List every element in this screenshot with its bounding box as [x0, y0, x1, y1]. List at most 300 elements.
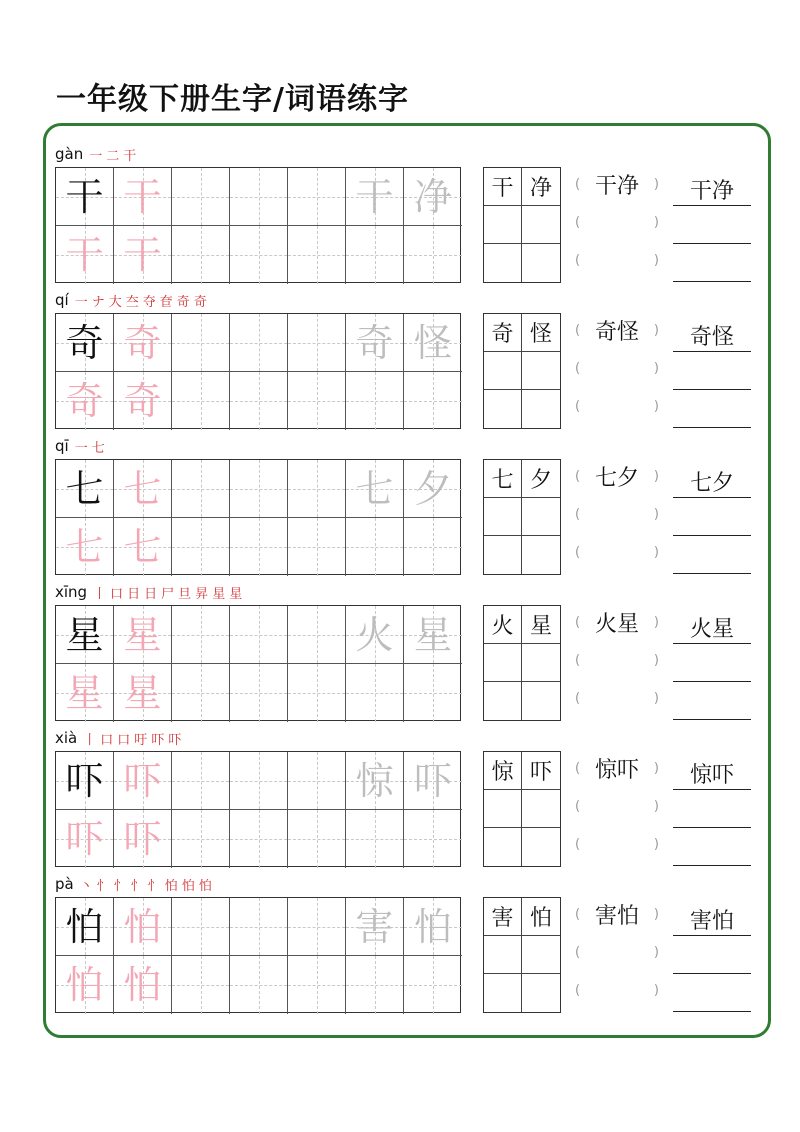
stroke-step: [75, 291, 88, 310]
writing-cell[interactable]: [346, 606, 404, 664]
paren-right: ): [653, 944, 659, 960]
writing-cell[interactable]: [288, 664, 346, 722]
writing-line[interactable]: [673, 981, 751, 1012]
writing-cell[interactable]: [404, 460, 462, 518]
writing-cell[interactable]: [172, 752, 230, 810]
writing-cell[interactable]: [230, 168, 288, 226]
word-cell[interactable]: 奇: [484, 314, 522, 352]
word-lines: [673, 167, 751, 283]
stroke-step: [80, 875, 93, 894]
word-cell[interactable]: 夕: [522, 460, 560, 498]
word-cell[interactable]: 星: [522, 606, 560, 644]
writing-cell[interactable]: [172, 956, 230, 1014]
writing-cell[interactable]: [404, 314, 462, 372]
writing-line[interactable]: [673, 359, 751, 390]
pinyin-stroke-line: [55, 873, 216, 895]
stroke-glyph: 一: [74, 440, 88, 456]
stroke-step: [89, 145, 102, 164]
paren-row[interactable]: [575, 791, 659, 821]
paren-left: (: [575, 614, 581, 630]
writing-cell[interactable]: [172, 314, 230, 372]
paren-left: (: [575, 252, 581, 268]
word-cell[interactable]: [522, 244, 560, 282]
paren-left: (: [575, 506, 581, 522]
writing-cell[interactable]: [56, 752, 114, 810]
paren-row[interactable]: [575, 315, 659, 345]
word-cell[interactable]: 净: [522, 168, 560, 206]
paren-row[interactable]: [575, 753, 659, 783]
word-cell[interactable]: 七: [484, 460, 522, 498]
writing-cell[interactable]: [56, 956, 114, 1014]
writing-cell[interactable]: [114, 518, 172, 576]
word-cell[interactable]: [484, 206, 522, 244]
stroke-glyph: 忄: [113, 878, 127, 894]
pinyin-stroke-line: [55, 289, 211, 311]
paren-row[interactable]: [575, 937, 659, 967]
word-cell[interactable]: [484, 244, 522, 282]
writing-cell[interactable]: [230, 606, 288, 664]
stroke-step: [110, 583, 123, 602]
word-cell[interactable]: [522, 682, 560, 720]
practice-char: 奇: [65, 320, 104, 365]
paren-row[interactable]: [575, 975, 659, 1005]
practice-char: 吓: [123, 817, 162, 861]
stroke-glyph: 奆: [159, 294, 173, 310]
writing-line[interactable]: 火星: [673, 613, 751, 644]
writing-cell[interactable]: [404, 606, 462, 664]
word-cell[interactable]: [484, 536, 522, 574]
practice-char: 净: [413, 174, 452, 219]
writing-cell[interactable]: [114, 460, 172, 518]
word-cell[interactable]: [522, 790, 560, 828]
writing-cell[interactable]: [230, 898, 288, 956]
writing-cell[interactable]: [288, 372, 346, 430]
writing-cell[interactable]: [230, 752, 288, 810]
writing-cell[interactable]: [56, 518, 114, 576]
writing-cell[interactable]: [346, 168, 404, 226]
writing-cell[interactable]: [288, 314, 346, 372]
paren-right: ): [653, 544, 659, 560]
stroke-glyph: 日: [127, 586, 141, 602]
practice-char: 怪: [413, 320, 452, 365]
stroke-step: [168, 729, 181, 748]
writing-line[interactable]: [673, 397, 751, 428]
writing-cell[interactable]: [230, 314, 288, 372]
practice-char: 干: [123, 174, 162, 219]
stroke-glyph: 丨: [93, 586, 107, 602]
word-grid: [483, 459, 561, 575]
stroke-step: [195, 583, 208, 602]
stroke-glyph: 怕: [181, 878, 195, 894]
paren-right: ): [653, 614, 659, 630]
paren-word-column: [575, 605, 659, 721]
word-cell[interactable]: [522, 644, 560, 682]
practice-char: 奇: [123, 379, 162, 423]
writing-cell[interactable]: [288, 518, 346, 576]
paren-word: 火星: [594, 611, 639, 637]
pinyin-stroke-line: [55, 581, 246, 603]
stroke-glyph: 吓: [168, 732, 182, 748]
stroke-step: [182, 875, 195, 894]
writing-line[interactable]: [673, 835, 751, 866]
writing-cell[interactable]: [404, 518, 462, 576]
paren-row[interactable]: [575, 499, 659, 529]
word-lines: [673, 897, 751, 1013]
stroke-step: [126, 291, 139, 310]
stroke-step: [161, 583, 174, 602]
paren-word: 奇怪: [594, 319, 639, 345]
stroke-glyph: 日: [144, 586, 158, 602]
word-grid: [483, 751, 561, 867]
practice-char: 怕: [123, 963, 162, 1007]
page-title: 一年级下册生字/词语练字: [56, 82, 409, 117]
paren-row[interactable]: [575, 461, 659, 491]
stroke-glyph: 吁: [134, 732, 148, 748]
stroke-glyph: 吓: [151, 732, 165, 748]
stroke-step: [92, 291, 105, 310]
paren-row[interactable]: [575, 607, 659, 637]
writing-cell[interactable]: [56, 226, 114, 284]
writing-cell[interactable]: [56, 168, 114, 226]
writing-cell[interactable]: [346, 956, 404, 1014]
writing-line[interactable]: 惊吓: [673, 759, 751, 790]
stroke-step: [131, 875, 144, 894]
stroke-step: [148, 875, 161, 894]
practice-char: 惊: [355, 758, 394, 803]
writing-cell[interactable]: [346, 810, 404, 868]
stroke-step: [165, 875, 178, 894]
stroke-glyph: 七: [91, 440, 105, 456]
word-cell[interactable]: [522, 536, 560, 574]
writing-cell[interactable]: [56, 314, 114, 372]
stroke-glyph: 口: [110, 586, 124, 602]
word-cell[interactable]: [522, 936, 560, 974]
writing-cell[interactable]: [56, 606, 114, 664]
stroke-glyph: 口: [117, 732, 131, 748]
writing-grid: [55, 897, 461, 1013]
practice-char: 星: [123, 671, 162, 715]
word-cell[interactable]: 火: [484, 606, 522, 644]
word-cell[interactable]: [522, 498, 560, 536]
word-grid: [483, 167, 561, 283]
stroke-glyph: 昇: [195, 586, 209, 602]
paren-row[interactable]: [575, 391, 659, 421]
writing-line[interactable]: [673, 505, 751, 536]
pinyin-label: qí: [55, 291, 69, 309]
writing-cell[interactable]: [114, 314, 172, 372]
word-grid: [483, 313, 561, 429]
pinyin-stroke-line: [55, 143, 140, 165]
writing-cell[interactable]: [288, 168, 346, 226]
pinyin-label: qī: [55, 437, 69, 455]
writing-cell[interactable]: [114, 664, 172, 722]
writing-line[interactable]: [673, 213, 751, 244]
stroke-order: [93, 583, 246, 602]
practice-char: 吓: [65, 758, 104, 803]
writing-cell[interactable]: [404, 664, 462, 722]
writing-cell[interactable]: [114, 168, 172, 226]
word-cell[interactable]: [484, 390, 522, 428]
word-cell[interactable]: 惊: [484, 752, 522, 790]
paren-left: (: [575, 982, 581, 998]
stroke-glyph: 怕: [164, 878, 178, 894]
word-cell[interactable]: 害: [484, 898, 522, 936]
pinyin-label: gàn: [55, 145, 84, 163]
writing-cell[interactable]: [172, 226, 230, 284]
paren-word-column: [575, 897, 659, 1013]
word-cell[interactable]: [522, 974, 560, 1012]
writing-cell[interactable]: [114, 226, 172, 284]
paren-row[interactable]: [575, 169, 659, 199]
word-cell[interactable]: [484, 790, 522, 828]
writing-line[interactable]: [673, 797, 751, 828]
pinyin-stroke-line: [55, 727, 185, 749]
stroke-glyph: 丨: [83, 732, 97, 748]
writing-line[interactable]: 害怕: [673, 905, 751, 936]
writing-cell[interactable]: [404, 898, 462, 956]
writing-cell[interactable]: [288, 956, 346, 1014]
paren-right: ): [653, 836, 659, 852]
paren-word-column: [575, 751, 659, 867]
stroke-glyph: 星: [212, 586, 226, 602]
paren-row[interactable]: [575, 645, 659, 675]
word-cell[interactable]: [522, 828, 560, 866]
paren-left: (: [575, 176, 581, 192]
paren-right: ): [653, 506, 659, 522]
writing-cell[interactable]: [172, 898, 230, 956]
writing-cell[interactable]: [404, 372, 462, 430]
writing-cell[interactable]: [114, 752, 172, 810]
stroke-step: [151, 729, 164, 748]
writing-cell[interactable]: [56, 898, 114, 956]
word-cell[interactable]: [522, 352, 560, 390]
stroke-step: [144, 583, 157, 602]
practice-char: 夕: [413, 466, 452, 511]
writing-cell[interactable]: [230, 810, 288, 868]
word-grid: [483, 897, 561, 1013]
stroke-glyph: 怕: [198, 878, 212, 894]
practice-char: 七: [65, 525, 104, 569]
word-cell[interactable]: [484, 974, 522, 1012]
stroke-order: [89, 145, 140, 164]
stroke-step: [212, 583, 225, 602]
paren-row[interactable]: [575, 537, 659, 567]
word-lines: [673, 751, 751, 867]
stroke-step: [92, 437, 105, 456]
stroke-glyph: 尸: [161, 586, 175, 602]
writing-cell[interactable]: [172, 606, 230, 664]
practice-char: 奇: [355, 320, 394, 365]
word-cell[interactable]: [522, 206, 560, 244]
writing-cell[interactable]: [230, 226, 288, 284]
stroke-step: [100, 729, 113, 748]
writing-cell[interactable]: [346, 372, 404, 430]
stroke-glyph: 干: [123, 148, 137, 164]
writing-line[interactable]: 奇怪: [673, 321, 751, 352]
practice-char: 害: [355, 904, 394, 949]
writing-cell[interactable]: [56, 810, 114, 868]
writing-cell[interactable]: [230, 372, 288, 430]
writing-cell[interactable]: [288, 810, 346, 868]
writing-line[interactable]: [673, 943, 751, 974]
stroke-glyph: 丶: [79, 878, 93, 894]
practice-char: 怕: [65, 904, 104, 949]
writing-cell[interactable]: [288, 606, 346, 664]
stroke-step: [229, 583, 242, 602]
writing-cell[interactable]: [114, 898, 172, 956]
practice-char: 七: [123, 525, 162, 569]
writing-cell[interactable]: [346, 518, 404, 576]
writing-line[interactable]: 七夕: [673, 467, 751, 498]
paren-left: (: [575, 798, 581, 814]
practice-char: 怕: [413, 904, 452, 949]
paren-word-column: [575, 459, 659, 575]
paren-right: ): [653, 798, 659, 814]
writing-cell[interactable]: [172, 810, 230, 868]
practice-section: [55, 729, 755, 875]
stroke-glyph: 大: [108, 294, 122, 310]
paren-row[interactable]: [575, 683, 659, 713]
word-cell[interactable]: [484, 828, 522, 866]
writing-cell[interactable]: [172, 518, 230, 576]
paren-right: ): [653, 252, 659, 268]
paren-row[interactable]: [575, 353, 659, 383]
word-cell[interactable]: [484, 498, 522, 536]
practice-char: 吓: [123, 758, 162, 803]
writing-cell[interactable]: [404, 810, 462, 868]
paren-word: 七夕: [594, 465, 639, 491]
paren-left: (: [575, 214, 581, 230]
writing-cell[interactable]: [346, 664, 404, 722]
word-cell[interactable]: [484, 644, 522, 682]
writing-grid: [55, 313, 461, 429]
stroke-step: [93, 583, 106, 602]
writing-line[interactable]: [673, 651, 751, 682]
writing-cell[interactable]: [56, 372, 114, 430]
paren-left: (: [575, 360, 581, 376]
paren-row[interactable]: [575, 245, 659, 275]
writing-cell[interactable]: [172, 664, 230, 722]
writing-cell[interactable]: [114, 810, 172, 868]
word-grid: [483, 605, 561, 721]
writing-cell[interactable]: [114, 956, 172, 1014]
stroke-step: [127, 583, 140, 602]
practice-char: 星: [123, 612, 162, 657]
stroke-step: [143, 291, 156, 310]
stroke-glyph: 奇: [176, 294, 190, 310]
writing-grid: [55, 751, 461, 867]
practice-char: 怕: [65, 963, 104, 1007]
writing-cell[interactable]: [404, 956, 462, 1014]
word-cell[interactable]: 怪: [522, 314, 560, 352]
writing-cell[interactable]: [172, 372, 230, 430]
stroke-glyph: 星: [229, 586, 243, 602]
word-cell[interactable]: 干: [484, 168, 522, 206]
writing-cell[interactable]: [288, 752, 346, 810]
paren-left: (: [575, 760, 581, 776]
stroke-order: [80, 875, 216, 894]
stroke-step: [123, 145, 136, 164]
pinyin-label: xīng: [55, 583, 88, 601]
writing-cell[interactable]: [404, 752, 462, 810]
stroke-step: [177, 291, 190, 310]
stroke-step: [160, 291, 173, 310]
writing-cell[interactable]: [346, 752, 404, 810]
practice-char: 火: [355, 612, 394, 657]
word-cell[interactable]: [522, 390, 560, 428]
pinyin-stroke-line: [55, 435, 109, 457]
writing-cell[interactable]: [56, 664, 114, 722]
writing-cell[interactable]: [288, 898, 346, 956]
practice-char: 干: [355, 174, 394, 219]
paren-left: (: [575, 322, 581, 338]
writing-cell[interactable]: [114, 372, 172, 430]
stroke-step: [75, 437, 88, 456]
pinyin-label: pà: [55, 875, 74, 893]
paren-row[interactable]: [575, 829, 659, 859]
writing-cell[interactable]: [172, 460, 230, 518]
practice-char: 吓: [65, 817, 104, 861]
writing-cell[interactable]: [230, 664, 288, 722]
word-cell[interactable]: 怕: [522, 898, 560, 936]
stroke-step: [134, 729, 147, 748]
writing-cell[interactable]: [346, 314, 404, 372]
writing-cell[interactable]: [404, 226, 462, 284]
practice-char: 奇: [65, 379, 104, 423]
word-cell[interactable]: [484, 682, 522, 720]
paren-word-column: [575, 313, 659, 429]
stroke-glyph: 旦: [178, 586, 192, 602]
writing-cell[interactable]: [346, 226, 404, 284]
writing-cell[interactable]: [288, 226, 346, 284]
paren-row[interactable]: [575, 899, 659, 929]
writing-cell[interactable]: [56, 460, 114, 518]
practice-char: 吓: [413, 758, 452, 803]
paren-left: (: [575, 906, 581, 922]
paren-left: (: [575, 544, 581, 560]
paren-row[interactable]: [575, 207, 659, 237]
stroke-glyph: 口: [100, 732, 114, 748]
writing-line[interactable]: [673, 543, 751, 574]
writing-cell[interactable]: [288, 460, 346, 518]
writing-cell[interactable]: [404, 168, 462, 226]
paren-word: 惊吓: [594, 757, 639, 783]
stroke-glyph: 夳: [125, 294, 139, 310]
writing-line[interactable]: 干净: [673, 175, 751, 206]
practice-char: 星: [65, 612, 104, 657]
writing-line[interactable]: [673, 689, 751, 720]
practice-char: 奇: [123, 320, 162, 365]
stroke-step: [97, 875, 110, 894]
paren-left: (: [575, 468, 581, 484]
word-cell[interactable]: 吓: [522, 752, 560, 790]
paren-left: (: [575, 836, 581, 852]
stroke-glyph: 二: [106, 148, 120, 164]
writing-cell[interactable]: [230, 956, 288, 1014]
writing-cell[interactable]: [114, 606, 172, 664]
writing-cell[interactable]: [346, 460, 404, 518]
writing-cell[interactable]: [172, 168, 230, 226]
writing-line[interactable]: [673, 251, 751, 282]
word-cell[interactable]: [484, 352, 522, 390]
writing-cell[interactable]: [346, 898, 404, 956]
practice-char: 七: [355, 466, 394, 511]
writing-cell[interactable]: [230, 460, 288, 518]
practice-char: 七: [65, 466, 104, 511]
word-cell[interactable]: [484, 936, 522, 974]
writing-cell[interactable]: [230, 518, 288, 576]
writing-grid: [55, 167, 461, 283]
